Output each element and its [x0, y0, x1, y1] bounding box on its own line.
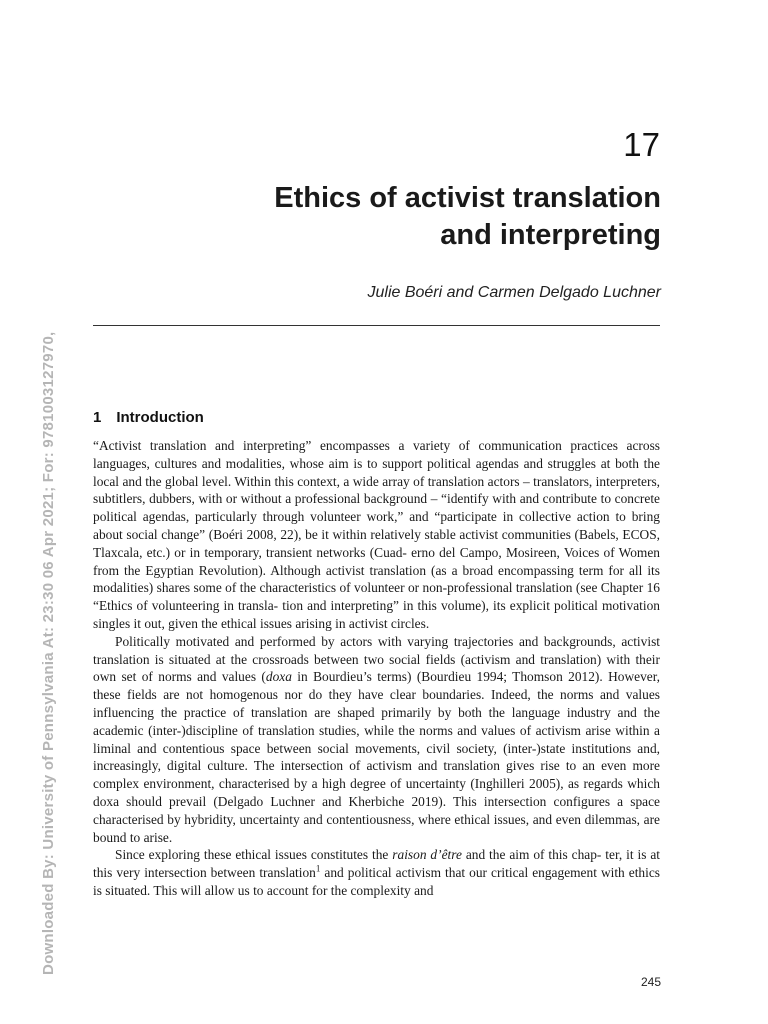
download-watermark: Downloaded By: University of Pennsylvania At: 23:30 06 Apr 2021; For: 9781003127970, — [40, 331, 57, 975]
paragraph-3-part-c: and political activism that our critical engagement with ethics is situated. This will allow us to account for the complexity and — [93, 865, 661, 898]
raison-detre-term: raison d’être — [392, 847, 462, 863]
paragraph-1: “Activist translation and interpreting” encompasses a variety of communication practices across languages, cultures and modalities, whose aim is to support political agendas and struggles at both the local and the global level. Within this context, a wide array of translation actors – translators, interpreters, subtitlers, dubbers, with or without a professional background – “identify with and contribute to concrete political agendas, particularly through volunteer work,” and “participate in collective action to bring about social change” (Boéri 2008, 22), be it within relatively stable activist communities (Babels, ECOS, Tlaxcala, etc.) or in temporary, transient networks (Cuad- erno del Campo, Mosireen, Voices of Women from the Egyptian Revolution). Although activist translation (as a broad encompassing term for all its modalities) shares some of the characteristics of volunteer or non-professional translation (see Chapter 16 “Ethics of volunteering in transla- tion and interpreting” in this volume), its explicit political motivation singles it out, given the ethical issues arising in activist circles. — [93, 438, 660, 631]
chapter-title-line-2: and interpreting — [440, 219, 661, 251]
paragraph-2-part-a: Politically motivated and performed by actors with varying trajectories and backgrounds, activist translation is situated at the crossroads between two social fields (activism and translation) with their own set of norms and values ( — [93, 633, 660, 685]
body-text — [93, 437, 660, 900]
paragraph-2 — [93, 633, 660, 847]
page-number: 245 — [640, 975, 661, 989]
footnote-marker[interactable]: 1 — [315, 863, 321, 874]
section-number: 1 — [93, 409, 102, 426]
paragraph-3 — [93, 846, 660, 899]
chapter-title-line-1: Ethics of activist translation — [274, 182, 661, 214]
section-heading — [93, 409, 204, 426]
chapter-authors: Julie Boéri and Carmen Delgado Luchner — [367, 284, 661, 301]
chapter-title — [161, 180, 661, 254]
paragraph-3-part-a: Since exploring these ethical issues constitutes the — [115, 847, 393, 863]
doxa-term: doxa — [265, 669, 292, 685]
title-divider — [93, 325, 660, 326]
section-title: Introduction — [116, 409, 204, 426]
chapter-number: 17 — [623, 126, 660, 163]
paragraph-2-part-b: in Bourdieu’s terms) (Bourdieu 1994; Thomson 2012). However, these fields are not homogenous nor do they have clear boundaries. Indeed, the norms and values influencing the practice of translation are shaped primarily by both the language industry and the academic (inter-)discipline of translation studies, while the norms and values of activism arise within a liminal and contentious space between social movements, civil society, (inter-)state institutions and, increasingly, digital culture. The intersection of activism and translation gives rise to an even more complex environment, characterised by a high degree of uncertainty (Inghilleri 2005), as regards which doxa should prevail (Delgado Luchner and Kherbiche 2019). This intersection configures a space characterised by hybridity, uncertainty and contentiousness, where ethical issues, and even dilemmas, are bound to arise. — [93, 669, 661, 845]
paragraph-3-part-b: and the aim of this chap- ter, it is at this very intersection between translation — [93, 847, 660, 881]
